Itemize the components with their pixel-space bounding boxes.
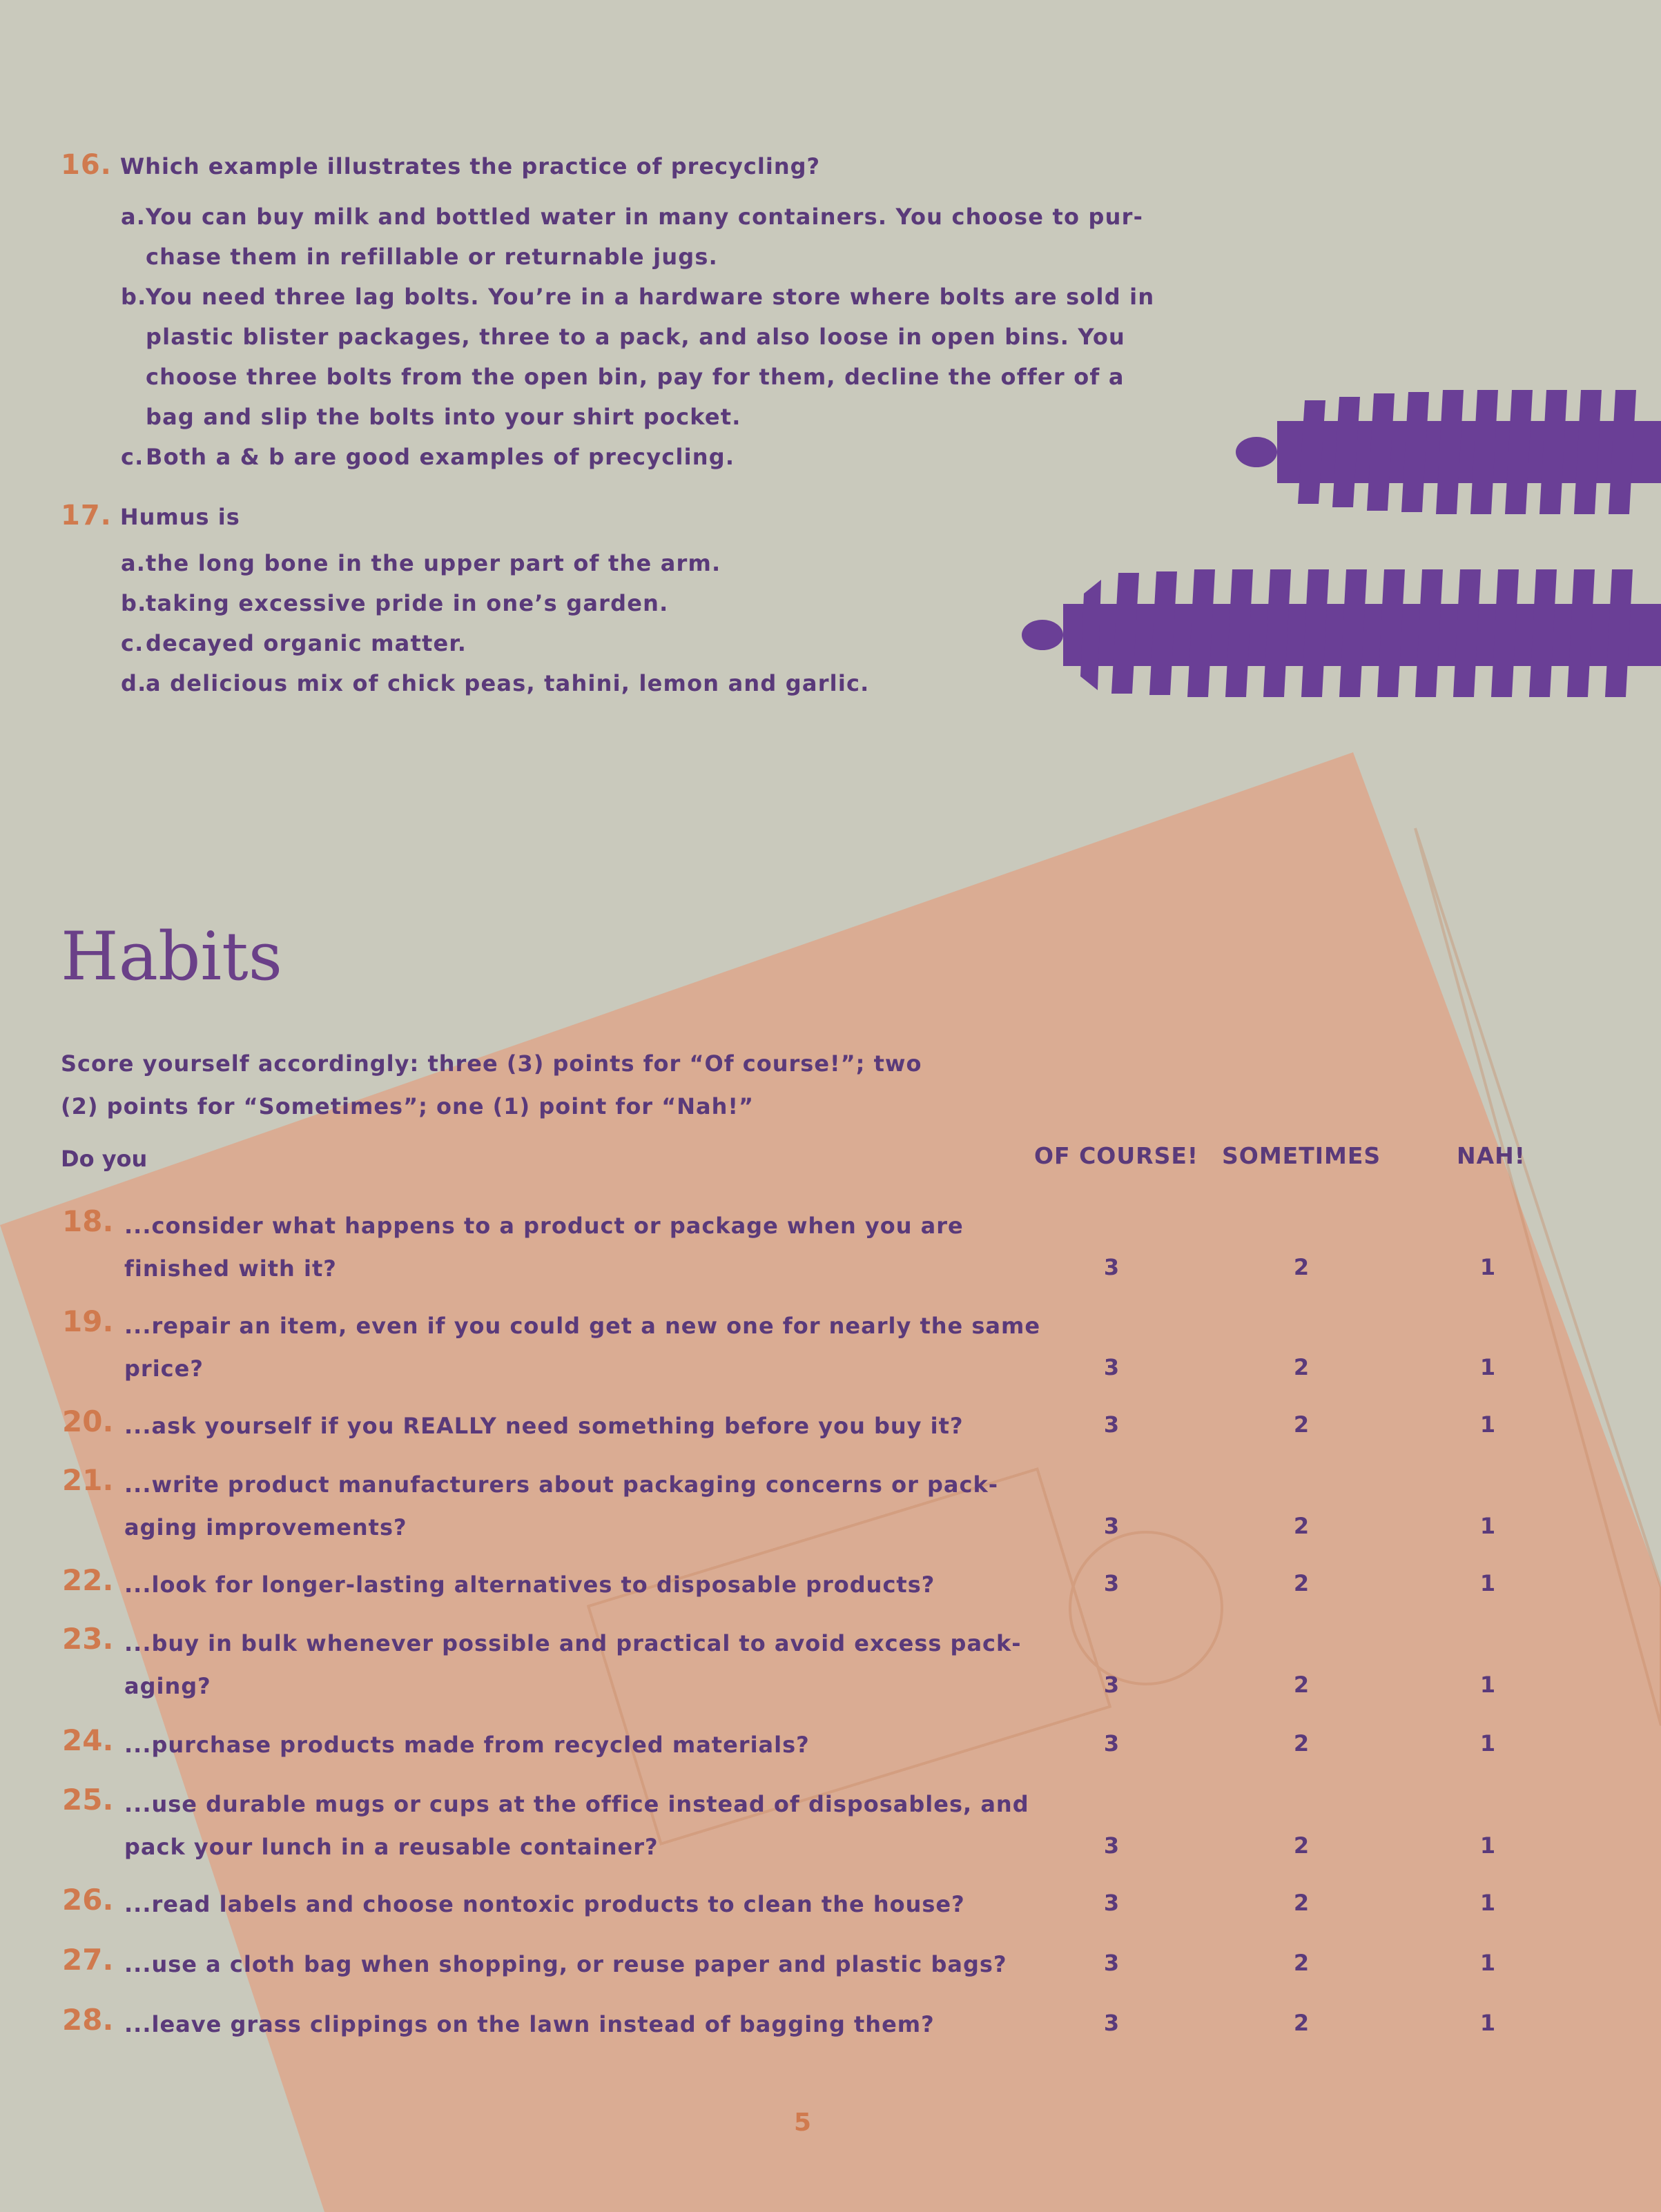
score-option[interactable]: 3: [1103, 1730, 1120, 1756]
answer-option: [121, 397, 741, 437]
habit-number: 26.: [62, 1883, 114, 1917]
question-prompt: Which example illustrates the practice of precycling?: [119, 153, 821, 179]
answer-option: [121, 583, 669, 623]
answer-option: [121, 357, 1125, 397]
habit-text: ...read labels and choose nontoxic products to clean the house?: [124, 1891, 965, 1917]
habit-number: 19.: [62, 1304, 114, 1338]
habit-text: ...use a cloth bag when shopping, or reuse paper and plastic bags?: [124, 1951, 1007, 1977]
habit-text: ...leave grass clippings on the lawn instead of bagging them?: [124, 2011, 935, 2037]
option-text: You can buy milk and bottled water in many containers. You choose to pur-: [146, 204, 1144, 230]
question-16: [61, 145, 820, 186]
habit-number: 18.: [62, 1204, 114, 1238]
option-text: the long bone in the upper part of the arm.: [146, 550, 721, 576]
option-text: You need three lag bolts. You’re in a hardware store where bolts are sold in: [146, 284, 1155, 310]
score-option[interactable]: 3: [1103, 1354, 1120, 1380]
scoring-instructions: Score yourself accordingly: three (3) points for “Of course!”; two (2) points for “Sometimes”; one (1) point for “Nah!”: [61, 1050, 922, 1119]
score-option[interactable]: 2: [1293, 1570, 1310, 1596]
option-text: Both a & b are good examples of precycling.: [146, 444, 735, 470]
answer-option: [121, 623, 467, 663]
score-option[interactable]: 2: [1293, 1513, 1310, 1539]
score-option[interactable]: 2: [1293, 1672, 1310, 1698]
score-option[interactable]: 3: [1103, 2010, 1120, 2036]
page-number: 5: [794, 2108, 812, 2137]
answer-option: [121, 197, 1143, 237]
score-option[interactable]: 3: [1103, 1890, 1120, 1916]
option-text: choose three bolts from the open bin, pay for them, decline the offer of a: [146, 364, 1125, 390]
score-option[interactable]: 3: [1103, 1570, 1120, 1596]
answer-option: [121, 237, 718, 277]
option-label: b.: [121, 284, 147, 310]
answer-option: [121, 437, 735, 477]
question-number: 17.: [61, 500, 112, 531]
habit-number: 20.: [62, 1404, 114, 1438]
habit-number: 22.: [62, 1563, 114, 1597]
option-text: bag and slip the bolts into your shirt pocket.: [146, 404, 741, 430]
option-label: d.: [121, 670, 147, 696]
answer-option: [121, 543, 721, 583]
answer-option: [121, 663, 870, 703]
habit-number: 25.: [62, 1783, 114, 1817]
habit-number: 23.: [62, 1622, 114, 1656]
score-option[interactable]: 1: [1479, 1832, 1496, 1859]
section-title: Habits: [61, 918, 282, 995]
score-option[interactable]: 2: [1293, 1832, 1310, 1859]
column-header-of-course: OF COURSE!: [1034, 1142, 1198, 1169]
option-label: b.: [121, 590, 147, 616]
score-option[interactable]: 2: [1293, 1890, 1310, 1916]
option-text: decayed organic matter.: [146, 630, 467, 656]
score-option[interactable]: 1: [1479, 1672, 1496, 1698]
habit-number: 24.: [62, 1723, 114, 1757]
habit-text: ...write product manufacturers about packaging concerns or pack-aging improvements?: [124, 1471, 999, 1540]
score-option[interactable]: 2: [1293, 1354, 1310, 1380]
score-option[interactable]: 3: [1103, 1411, 1120, 1438]
habit-text: ...look for longer-lasting alternatives to disposable products?: [124, 1572, 935, 1598]
answer-option: [121, 277, 1154, 317]
habit-text: ...use durable mugs or cups at the office instead of disposables, and pack your lunch in a reusable container?: [124, 1791, 1029, 1860]
score-option[interactable]: 1: [1479, 1354, 1496, 1380]
lag-bolt-icon: [1236, 373, 1661, 525]
option-label: a.: [121, 550, 146, 576]
score-option[interactable]: 1: [1479, 1513, 1496, 1539]
column-header-sometimes: SOMETIMES: [1222, 1142, 1381, 1169]
lag-bolt-icon: [1022, 552, 1661, 711]
score-option[interactable]: 2: [1293, 1950, 1310, 1976]
habit-text: ...buy in bulk whenever possible and practical to avoid excess pack-aging?: [124, 1630, 1022, 1699]
answer-option: [121, 317, 1125, 357]
question-17: [61, 496, 240, 537]
habit-number: 21.: [62, 1463, 114, 1497]
score-option[interactable]: 1: [1479, 1570, 1496, 1596]
score-option[interactable]: 1: [1479, 1254, 1496, 1280]
option-label: a.: [121, 204, 146, 230]
habit-number: 27.: [62, 1943, 114, 1977]
do-you-label: Do you: [61, 1146, 148, 1172]
score-option[interactable]: 3: [1103, 1832, 1120, 1859]
score-option[interactable]: 1: [1479, 1950, 1496, 1976]
option-text: plastic blister packages, three to a pack, and also loose in open bins. You: [146, 324, 1125, 350]
option-text: chase them in refillable or returnable jugs.: [146, 244, 719, 270]
question-prompt: Humus is: [119, 504, 240, 530]
option-label: c.: [121, 630, 144, 656]
score-option[interactable]: 2: [1293, 1254, 1310, 1280]
score-option[interactable]: 3: [1103, 1672, 1120, 1698]
score-option[interactable]: 1: [1479, 1890, 1496, 1916]
option-text: a delicious mix of chick peas, tahini, lemon and garlic.: [146, 670, 870, 696]
score-option[interactable]: 2: [1293, 1730, 1310, 1756]
score-option[interactable]: 2: [1293, 1411, 1310, 1438]
column-header-nah: NAH!: [1457, 1142, 1526, 1169]
habit-text: ...repair an item, even if you could get a new one for nearly the same price?: [124, 1313, 1041, 1382]
option-label: c.: [121, 444, 144, 470]
score-option[interactable]: 1: [1479, 2010, 1496, 2036]
score-option[interactable]: 1: [1479, 1730, 1496, 1756]
score-option[interactable]: 3: [1103, 1950, 1120, 1976]
habit-text: ...purchase products made from recycled materials?: [124, 1732, 810, 1758]
habit-number: 28.: [62, 2003, 114, 2037]
habit-text: ...consider what happens to a product or package when you are finished with it?: [124, 1213, 964, 1282]
score-option[interactable]: 1: [1479, 1411, 1496, 1438]
option-text: taking excessive pride in one’s garden.: [146, 590, 669, 616]
score-option[interactable]: 3: [1103, 1254, 1120, 1280]
score-option[interactable]: 3: [1103, 1513, 1120, 1539]
habit-text: ...ask yourself if you REALLY need something before you buy it?: [124, 1413, 964, 1439]
question-number: 16.: [61, 149, 112, 181]
score-option[interactable]: 2: [1293, 2010, 1310, 2036]
